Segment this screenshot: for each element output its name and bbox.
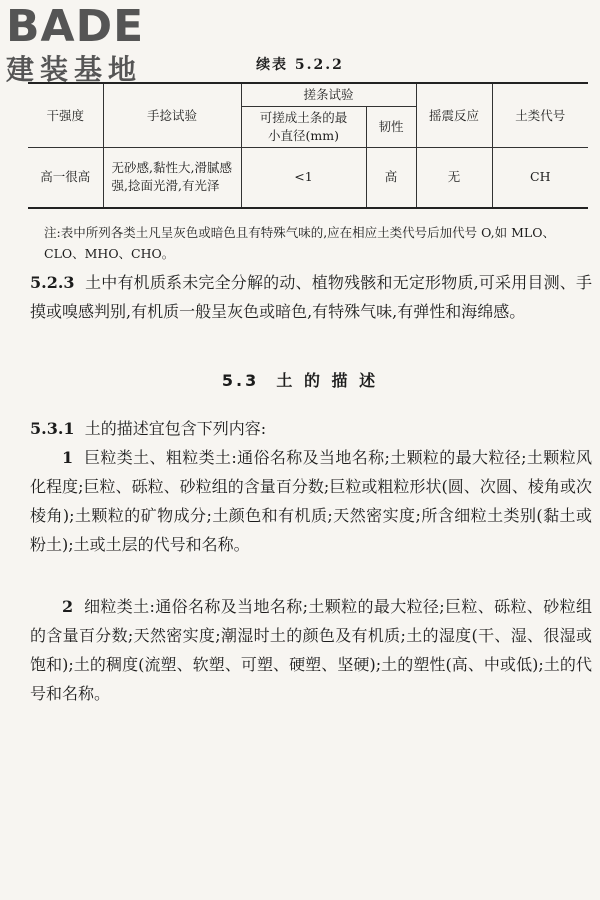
logo-latin-text: BADE [6, 1, 145, 52]
section-title: 土 的 描 述 [276, 371, 379, 390]
soil-classification-table [28, 82, 588, 209]
list-item [30, 443, 592, 559]
cell-hand-test: 无砂感,黏性大,滑腻感强,捻面光滑,有光泽 [103, 148, 241, 208]
header-rolling-test: 搓条试验 [241, 83, 416, 107]
section-number: 5.3 [221, 371, 260, 390]
header-hand-test: 手捻试验 [103, 83, 241, 148]
clause-5-2-3 [30, 268, 592, 326]
cell-min-diameter: <1 [241, 148, 366, 208]
header-min-diameter: 可搓成土条的最小直径(mm) [241, 107, 366, 148]
clause-5-3-1 [30, 414, 592, 443]
cell-soil-code: CH [492, 148, 588, 208]
clause-text: 土的描述宜包含下列内容: [84, 419, 267, 438]
cell-shake-reaction: 无 [416, 148, 492, 208]
item-number: 1 [62, 448, 74, 467]
section-heading [0, 368, 600, 391]
table-row [28, 148, 588, 208]
cell-dry-strength: 高一很高 [28, 148, 103, 208]
item-text: 细粒类土:通俗名称及当地名称;土颗粒的最大粒径;巨粒、砾粒、砂粒组的含量百分数;天然密实度;潮湿时土的颜色及有机质;土的湿度(干、湿、很湿或饱和);土的稠度(流塑、软塑、可塑、硬塑、坚硬);土的塑性(高、中或低);土的代号和名称。 [30, 597, 592, 703]
item-text: 巨粒类土、粗粒类土:通俗名称及当地名称;土颗粒的最大粒径;土颗粒风化程度;巨粒、砾粒、砂粒组的含量百分数;巨粒或粗粒形状(圆、次圆、棱角或次棱角);土颗粒的矿物成分;土颜色和有机质;天然密实度;所含细粒土类别(黏土或粉土);土或土层的代号和名称。 [30, 448, 592, 554]
header-toughness: 韧性 [366, 107, 416, 148]
header-soil-code: 土类代号 [492, 83, 588, 148]
list-item [30, 592, 592, 708]
clause-number: 5.2.3 [30, 273, 75, 292]
logo-chinese-text: 建装基地 [6, 53, 143, 86]
clause-number: 5.3.1 [30, 419, 75, 438]
header-shake-reaction: 摇震反应 [416, 83, 492, 148]
item-number: 2 [62, 597, 74, 616]
cell-toughness: 高 [366, 148, 416, 208]
table-title: 续表 5.2.2 [256, 57, 344, 73]
table-note: 注:表中所列各类土凡呈灰色或暗色且有特殊气味的,应在相应土类代号后加代号 O,如 MLO、CLO、MHO、CHO。 [44, 225, 555, 261]
clause-text: 土中有机质系未完全分解的动、植物残骸和无定形物质,可采用目测、手摸或嗅感判别,有机质一般呈灰色或暗色,有特殊气味,有弹性和海绵感。 [30, 273, 592, 321]
header-dry-strength: 干强度 [28, 83, 103, 148]
